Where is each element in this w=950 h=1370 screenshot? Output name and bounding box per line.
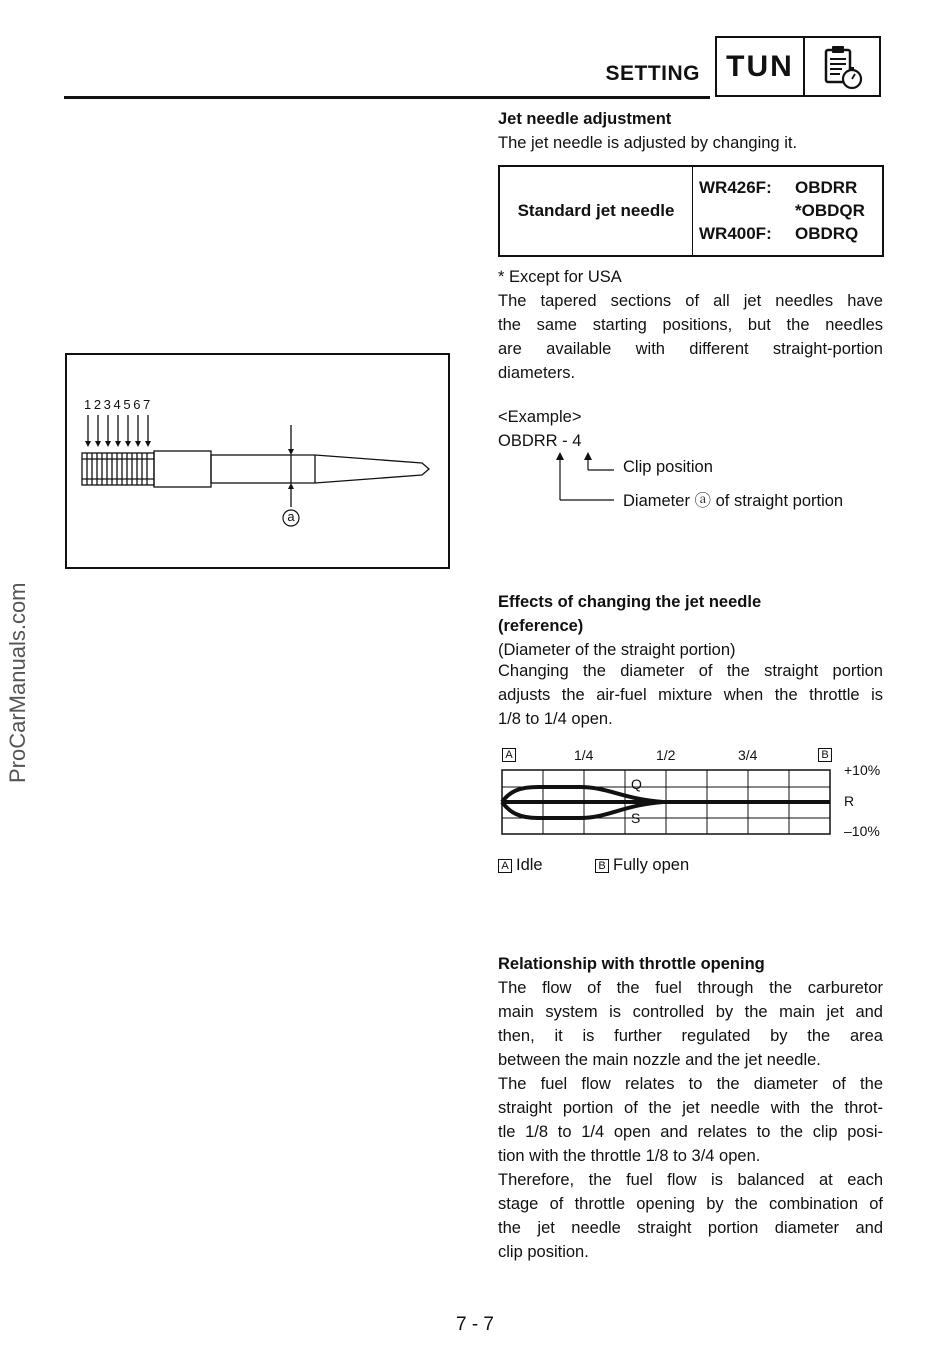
header-rule <box>64 96 710 99</box>
body-line: are available with different straight-portion <box>498 340 883 358</box>
spec-row <box>699 176 882 199</box>
curve-label-q: Q <box>631 776 642 792</box>
graph-right-label: +10% <box>844 762 881 778</box>
jet-needle-body <box>498 289 883 385</box>
footnote: * Except for USA <box>498 268 622 286</box>
spec-model: WR400F: <box>699 224 772 243</box>
body-line: stage of throttle opening by the combination of <box>498 1195 883 1213</box>
spec-value: *OBDQR <box>795 201 865 220</box>
graph-tick-label: 1/4 <box>574 747 594 763</box>
body-line: the same starting positions, but the needles <box>498 316 883 334</box>
page-number: 7 - 7 <box>455 1314 495 1335</box>
effects-subtitle: (Diameter of the straight portion) <box>498 641 736 659</box>
jet-needle-heading: Jet needle adjustment <box>498 110 672 128</box>
graph-right-label: R <box>844 793 855 809</box>
graph-box-a: A <box>502 748 516 762</box>
body-line: The flow of the fuel through the carburetor <box>498 979 883 997</box>
diameter-marker-label: a <box>287 509 295 524</box>
curve-label-s: S <box>631 810 641 826</box>
legend-box-a: A <box>498 859 512 873</box>
spec-row <box>699 199 882 222</box>
jet-needle-intro: The jet needle is adjusted by changing it. <box>498 134 798 152</box>
legend-text: Idle <box>516 856 543 874</box>
legend-box-b: B <box>595 859 609 873</box>
needle-effect-graph <box>498 745 918 845</box>
watermark: ProCarManuals.com <box>5 582 30 783</box>
legend-text: Fully open <box>613 856 690 874</box>
spec-table <box>498 165 884 257</box>
graph-box-b: B <box>818 748 832 762</box>
legend-idle <box>498 856 543 875</box>
graph-plot <box>498 767 834 839</box>
section-tab <box>715 36 881 97</box>
clipboard-stopwatch-icon <box>805 38 879 95</box>
spec-values <box>693 167 882 255</box>
jet-needle-drawing <box>67 355 448 567</box>
body-line: 1/8 to 1/4 open. <box>498 710 613 728</box>
spec-value: OBDRQ <box>795 224 859 243</box>
body-line: between the main nozzle and the jet needle. <box>498 1051 821 1069</box>
section-tab-label: TUN <box>717 38 805 95</box>
body-line: The fuel flow relates to the diameter of the <box>498 1075 883 1093</box>
graph-tick-label: 3/4 <box>738 747 758 763</box>
jet-needle-figure <box>65 353 450 569</box>
relationship-heading: Relationship with throttle opening <box>498 955 765 973</box>
body-line: straight portion of the jet needle with the throt- <box>498 1099 883 1117</box>
body-line: diameters. <box>498 364 576 382</box>
body-line: Changing the diameter of the straight portion <box>498 662 883 680</box>
body-line: the jet needle straight portion diameter and <box>498 1219 883 1237</box>
relationship-body <box>498 976 883 1264</box>
heading-line: Effects of changing the jet needle <box>498 593 762 611</box>
effects-body <box>498 659 883 731</box>
example-callout-lines <box>540 448 630 510</box>
body-line: clip position. <box>498 1243 589 1261</box>
effects-heading <box>498 590 883 638</box>
example-label: <Example> <box>498 408 582 426</box>
graph-tick-label: 1/2 <box>656 747 676 763</box>
spec-model <box>699 199 795 222</box>
heading-line: (reference) <box>498 617 584 635</box>
clip-numbers: 1 2 3 4 5 6 7 <box>84 397 150 412</box>
section-title: SETTING <box>605 62 700 85</box>
body-line: The tapered sections of all jet needles have <box>498 292 883 310</box>
callout-diameter: Diameter ⓐ of straight portion <box>623 492 844 510</box>
callout-clip-position: Clip position <box>623 458 713 476</box>
body-line: tle 1/8 to 1/4 open and relates to the clip posi- <box>498 1123 883 1141</box>
spec-row <box>699 222 882 245</box>
spec-label: Standard jet needle <box>500 167 693 255</box>
body-line: adjusts the air-fuel mixture when the throttle is <box>498 686 883 704</box>
body-line: main system is controlled by the main jet and <box>498 1003 883 1021</box>
body-line: Therefore, the fuel flow is balanced at each <box>498 1171 883 1189</box>
spec-value: OBDRR <box>795 178 858 197</box>
legend-fully-open <box>595 856 689 875</box>
body-line: then, it is further regulated by the area <box>498 1027 883 1045</box>
spec-model: WR426F: <box>699 178 772 197</box>
graph-right-label: –10% <box>844 823 880 839</box>
body-line: tion with the throttle 1/8 to 3/4 open. <box>498 1147 761 1165</box>
example-code: OBDRR - 4 <box>498 432 582 450</box>
